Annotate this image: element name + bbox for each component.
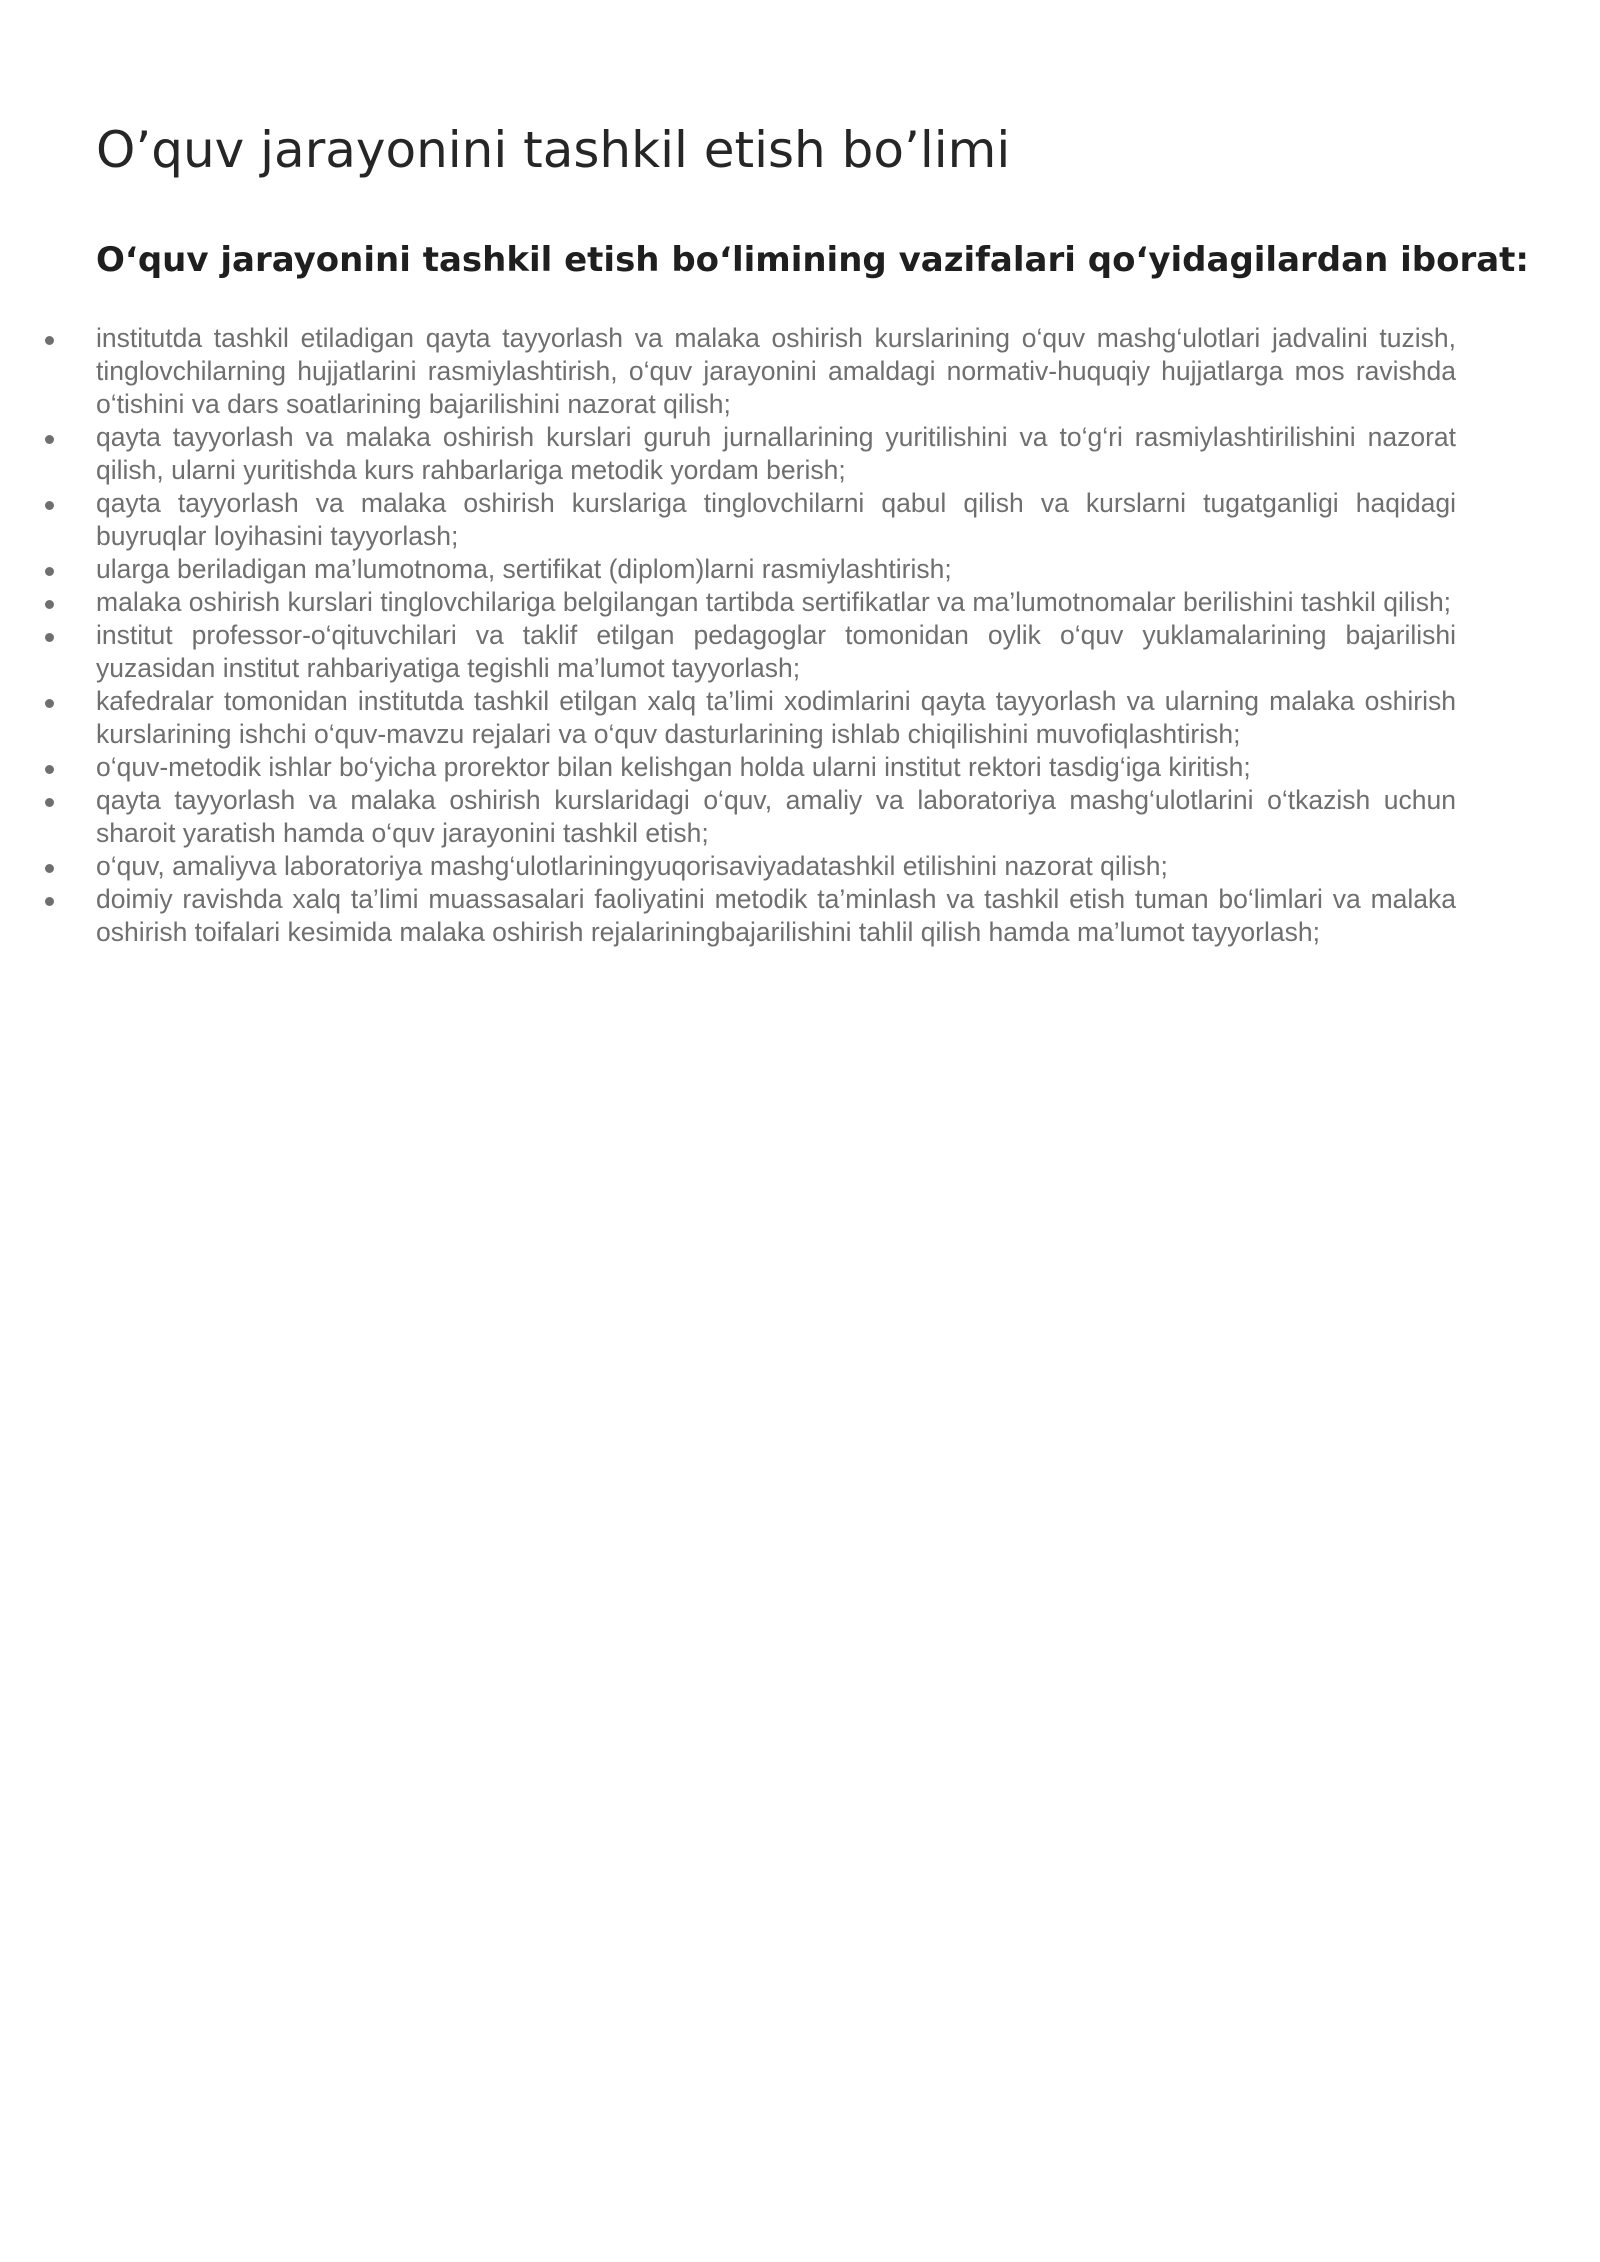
list-item-text: o‘quv, amaliyva laboratoriya mashg‘ulotlariningyuqorisaviyadatashkil etilishini nazorat qilish; xyxy=(96,851,1168,881)
bullet-icon xyxy=(45,897,54,906)
list-item-text: qayta tayyorlash va malaka oshirish kurslari guruh jurnallarining yuritilishini va to‘g‘ri rasmiylashtirilishini nazorat qilish, ularni yuritishda kurs rahbarlariga metodik yordam berish; xyxy=(96,422,1456,485)
list-item-text: ularga beriladigan ma’lumotnoma, sertifikat (diplom)larni rasmiylashtirish; xyxy=(96,554,952,584)
list-item xyxy=(96,322,1456,421)
list-item-text: malaka oshirish kurslari tinglovchilariga belgilangan tartibda sertifikatlar va ma’lumotnomalar berilishini tashkil qilish; xyxy=(96,587,1452,617)
bullet-icon xyxy=(45,864,54,873)
section-heading: O‘quv jarayonini tashkil etish bo‘limining vazifalari qo‘yidagilardan iborat: xyxy=(96,240,1530,280)
bullet-icon xyxy=(45,798,54,807)
list-item xyxy=(96,586,1456,619)
bullet-icon xyxy=(45,600,54,609)
bullet-icon xyxy=(45,435,54,444)
bullet-icon xyxy=(45,765,54,774)
list-item xyxy=(96,883,1456,949)
list-item-text: kafedralar tomonidan institutda tashkil etilgan xalq ta’limi xodimlarini qayta tayyorlash va ularning malaka oshirish kurslarining ishchi o‘quv-mavzu rejalari va o‘quv dasturlarining ishlab chiqilishini muvofiqlashtirish; xyxy=(96,686,1456,749)
list-item-text: qayta tayyorlash va malaka oshirish kurslariga tinglovchilarni qabul qilish va kurslarni tugatganligi haqidagi buyruqlar loyihasini tayyorlash; xyxy=(96,488,1456,551)
list-item-text: qayta tayyorlash va malaka oshirish kurslaridagi o‘quv, amaliy va laboratoriya mashg‘ulotlarini o‘tkazish uchun sharoit yaratish hamda o‘quv jarayonini tashkil etish; xyxy=(96,785,1456,848)
bullet-icon xyxy=(45,336,54,345)
list-item-text: institutda tashkil etiladigan qayta tayyorlash va malaka oshirish kurslarining o‘quv mashg‘ulotlari jadvalini tuzish, tinglovchilarning hujjatlarini rasmiylashtirish, o‘quv jarayonini amaldagi normativ-huquqiy hujjatlarga mos ravishda o‘tishini va dars soatlarining bajarilishini nazorat qilish; xyxy=(96,323,1456,419)
duties-list xyxy=(96,322,1456,949)
list-item xyxy=(96,850,1456,883)
bullet-icon xyxy=(45,501,54,510)
list-item xyxy=(96,421,1456,487)
list-item xyxy=(96,553,1456,586)
list-item xyxy=(96,751,1456,784)
bullet-icon xyxy=(45,633,54,642)
list-item-text: o‘quv-metodik ishlar bo‘yicha prorektor bilan kelishgan holda ularni institut rektori tasdig‘iga kiritish; xyxy=(96,752,1251,782)
bullet-icon xyxy=(45,567,54,576)
bullet-icon xyxy=(45,699,54,708)
page-title: O’quv jarayonini tashkil etish bo’limi xyxy=(96,121,1011,179)
list-item xyxy=(96,685,1456,751)
list-item xyxy=(96,487,1456,553)
list-item-text: institut professor-o‘qituvchilari va taklif etilgan pedagoglar tomonidan oylik o‘quv yuklamalarining bajarilishi yuzasidan institut rahbariyatiga tegishli ma’lumot tayyorlash; xyxy=(96,620,1456,683)
list-item xyxy=(96,619,1456,685)
list-item xyxy=(96,784,1456,850)
list-item-text: doimiy ravishda xalq ta’limi muassasalari faoliyatini metodik ta’minlash va tashkil etish tuman bo‘limlari va malaka oshirish toifalari kesimida malaka oshirish rejalariningbajarilishini tahlil qilish hamda ma’lumot tayyorlash; xyxy=(96,884,1456,947)
